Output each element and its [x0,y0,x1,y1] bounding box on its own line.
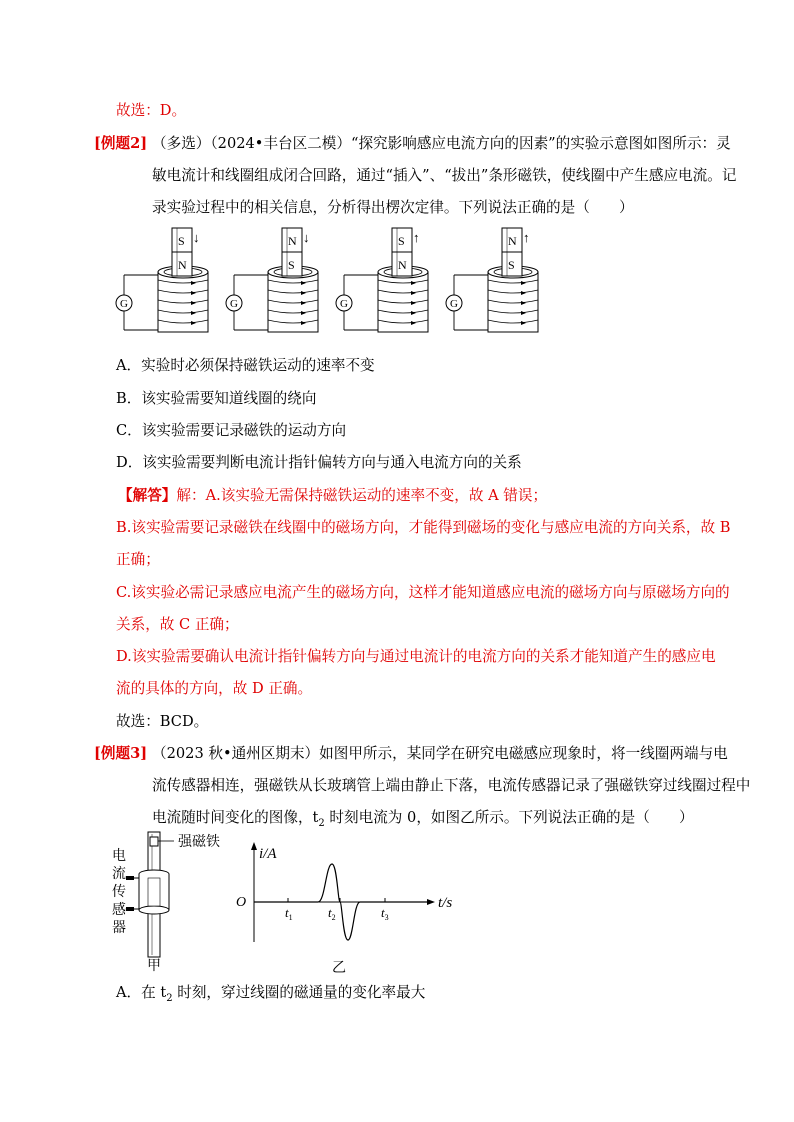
example-2-stem-line-1: （多选）（2024•丰台区二模）“探究影响感应电流方向的因素”的实验示意图如图所示：灵 [152,135,731,152]
option-b: B．该实验需要知道线圈的绕向 [116,390,317,407]
solution-line-6: D.该实验需要确认电流计指针偏转方向与通过电流计的电流方向的关系才能知道产生的感应电 [116,648,716,665]
tick-t2-sub: 2 [331,913,336,922]
sensor-char-5: 器 [112,921,126,936]
magnet-2-motion-arrow: ↓ [303,230,310,245]
tick-t1 [285,905,293,922]
magnet-3-bottom-pole: N [398,258,407,272]
magnet-2-bottom-pole: S [288,258,295,272]
solution-line-5: 关系，故 C 正确； [116,616,239,633]
example-3-tag: [例题3] [94,745,148,762]
origin-label: O [236,895,247,910]
example-2-tag: [例题2] [94,135,148,152]
caption-jia: 甲 [147,959,161,974]
sensor-char-4: 感 [112,903,126,918]
caption-yi: 乙 [332,961,346,976]
magnet-4-top-pole: N [508,234,517,248]
magnet-3-top-pole: S [398,234,405,248]
stem-3-text-pre: 电流随时间变化的图像，t [152,809,319,826]
solution-line-7: 流的具体的方向，故 D 正确。 [116,680,313,697]
magnet-3-motion-arrow: ↑ [413,230,420,245]
tick-t1-sub: 1 [288,913,293,922]
magnet-label: 强磁铁 [178,835,220,850]
figure-jia [108,832,248,972]
magnet-coil-figure [100,220,580,345]
stem-3-sub: 2 [318,817,325,829]
setup-3 [336,228,428,332]
solution-line-4: C.该实验必需记录感应电流产生的磁场方向，这样才能知道感应电流的磁场方向与原磁场方向的 [116,584,730,601]
solution-text-1: 解：A.该实验无需保持磁铁运动的速率不变，故 A 错误； [176,487,548,504]
magnet-1-bottom-pole: N [178,258,187,272]
galvanometer-4-label: G [450,298,458,310]
tick-t3 [381,905,389,922]
example-3-stem-line-1: （2023 秋•通州区期末）如图甲所示，某同学在研究电磁感应现象时，将一线圈两端与电 [152,745,728,762]
solution-tag: 【解答】 [118,487,177,504]
solution-line-1 [118,486,547,506]
tick-t2-main: t [328,905,332,920]
magnet-4-motion-arrow: ↑ [523,230,530,245]
prev-answer: 故选：D。 [116,102,187,119]
stem-3-text-post: 时刻电流为 0，如图乙所示。下列说法正确的是（ ） [324,809,694,826]
setup-4 [446,228,538,332]
galvanometer-2-label: G [230,298,238,310]
example-3-stem-line-2: 流传感器相连，强磁铁从长玻璃管上端由静止下落，电流传感器记录了强磁铁穿过线圈过程中 [152,777,751,794]
tick-t1-main: t [285,905,289,920]
sensor-char-1: 电 [112,849,126,864]
y-axis-label: i/A [259,846,277,862]
magnet-1-motion-arrow: ↓ [193,230,200,245]
tick-t3-main: t [381,905,385,920]
example-3-option-a [116,983,425,1009]
tick-t3-sub: 3 [384,913,389,922]
example-2-stem-line-2: 敏电流计和线圈组成闭合回路，通过“插入”、“拔出”条形磁铁，使线圈中产生感应电流。记 [152,167,737,184]
setup-1 [116,228,208,332]
magnet-4-bottom-pole: S [508,258,515,272]
setup-2 [226,228,318,332]
solution-line-2: B.该实验需要记录磁铁在线圈中的磁场方向，才能得到磁场的变化与感应电流的方向关系，故 B [116,519,731,536]
ex3-option-a-pre: A．在 t [116,984,167,1001]
option-a: A．实验时必须保持磁铁运动的速率不变 [116,357,375,374]
magnet-1-top-pole: S [178,234,185,248]
option-c: C．该实验需要记录磁铁的运动方向 [116,422,347,439]
figure-yi [230,842,490,977]
solution-line-3: 正确； [116,551,160,568]
magnet-2-top-pole: N [288,234,297,248]
galvanometer-1-label: G [120,298,128,310]
ex3-option-a-post: 时刻，穿过线圈的磁通量的变化率最大 [172,984,426,1001]
example-2-stem-line-3: 录实验过程中的相关信息，分析得出楞次定律。下列说法正确的是（ ） [152,199,634,216]
ex3-option-a-sub: 2 [166,992,173,1004]
example-2-answer: 故选：BCD。 [116,713,209,730]
tick-t2 [328,905,336,922]
sensor-char-2: 流 [112,867,126,882]
x-axis-label: t/s [438,895,453,911]
option-d: D．该实验需要判断电流计指针偏转方向与通入电流方向的关系 [116,454,522,471]
sensor-char-3: 传 [112,885,126,900]
example-3-stem-line-3 [152,808,694,834]
galvanometer-3-label: G [340,298,348,310]
